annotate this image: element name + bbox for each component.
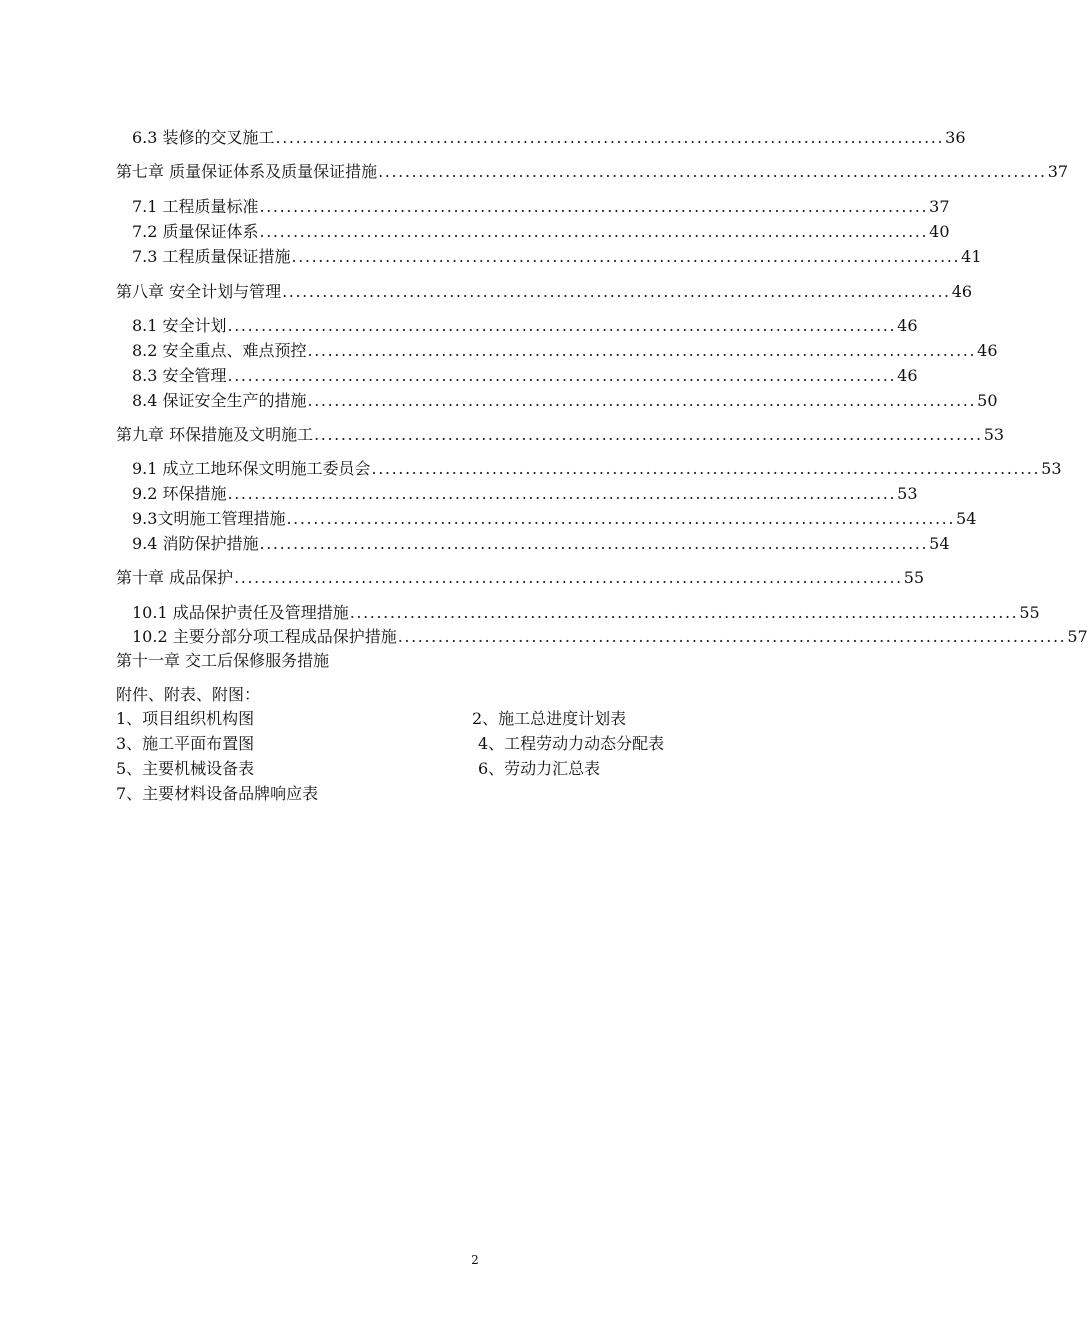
attachment-item: 1、项目组织机构图	[116, 709, 255, 728]
toc-entry-page: 54	[929, 534, 950, 553]
attachment-item: 6、劳动力汇总表	[478, 759, 601, 778]
toc-leader-dots: ....................................................................................................	[307, 391, 977, 410]
toc-entry[interactable]	[132, 509, 977, 529]
toc-entry-title: 8.4 保证安全生产的措施	[132, 391, 307, 410]
toc-leader-dots: ....................................................................................................	[371, 459, 1041, 478]
toc-entry[interactable]	[132, 603, 1040, 623]
toc-entry-title: 第八章 安全计划与管理	[116, 282, 282, 301]
toc-entry-title: 10.2 主要分部分项工程成品保护措施	[132, 627, 397, 646]
toc-entry[interactable]	[132, 247, 982, 267]
toc-entry-title: 第九章 环保措施及文明施工	[116, 425, 314, 444]
toc-entry-page: 57	[1067, 627, 1088, 646]
toc-chapter-entry[interactable]	[116, 162, 1069, 182]
toc-entry[interactable]	[132, 197, 950, 217]
toc-entry[interactable]	[132, 459, 1062, 479]
toc-entry-title: 8.2 安全重点、难点预控	[132, 341, 307, 360]
toc-entry-page: 46	[897, 366, 918, 385]
attachment-item: 3、施工平面布置图	[116, 734, 255, 753]
toc-entry[interactable]	[132, 341, 998, 361]
attachment-item: 7、主要材料设备品牌响应表	[116, 784, 319, 803]
toc-entry-title: 6.3 装修的交叉施工	[132, 128, 275, 147]
toc-entry-title: 8.3 安全管理	[132, 366, 227, 385]
attachment-item: 2、施工总进度计划表	[472, 709, 627, 728]
toc-entry-page: 50	[977, 391, 998, 410]
toc-entry-page: 41	[961, 247, 982, 266]
toc-entry-title: 9.1 成立工地环保文明施工委员会	[132, 459, 371, 478]
toc-entry-page: 53	[897, 484, 918, 503]
toc-leader-dots: ....................................................................................................	[291, 247, 961, 266]
toc-entry[interactable]	[132, 627, 1088, 647]
toc-entry[interactable]	[132, 222, 950, 242]
toc-entry[interactable]	[132, 391, 998, 411]
toc-entry[interactable]	[132, 484, 918, 504]
toc-entry-page: 55	[903, 568, 925, 587]
toc-entry-title: 第七章 质量保证体系及质量保证措施	[116, 162, 378, 181]
toc-chapter-11[interactable]: 第十一章 交工后保修服务措施	[116, 651, 330, 670]
toc-leader-dots: ....................................................................................................	[259, 222, 929, 241]
toc-entry[interactable]	[132, 366, 918, 386]
toc-entry-title: 10.1 成品保护责任及管理措施	[132, 603, 349, 622]
toc-entry-title: 7.1 工程质量标准	[132, 197, 259, 216]
toc-leader-dots: ....................................................................................................	[234, 568, 903, 587]
toc-entry[interactable]	[132, 128, 966, 148]
toc-leader-dots: ....................................................................................................	[378, 162, 1047, 181]
toc-entry-title: 9.3文明施工管理措施	[132, 509, 286, 528]
toc-entry-title: 9.4 消防保护措施	[132, 534, 259, 553]
toc-entry-page: 46	[951, 282, 973, 301]
toc-entry-title: 7.3 工程质量保证措施	[132, 247, 291, 266]
toc-entry-title: 7.2 质量保证体系	[132, 222, 259, 241]
toc-leader-dots: ....................................................................................................	[259, 534, 929, 553]
toc-leader-dots: ....................................................................................................	[282, 282, 951, 301]
page-number: 2	[471, 1253, 479, 1267]
toc-leader-dots: ....................................................................................................	[227, 366, 897, 385]
toc-leader-dots: ....................................................................................................	[286, 509, 956, 528]
toc-leader-dots: ....................................................................................................	[227, 316, 897, 335]
toc-chapter-entry[interactable]	[116, 282, 973, 302]
toc-entry-page: 40	[929, 222, 950, 241]
toc-leader-dots: ....................................................................................................	[349, 603, 1019, 622]
attachment-item: 5、主要机械设备表	[116, 759, 255, 778]
toc-entry-page: 37	[1047, 162, 1069, 181]
toc-entry-page: 54	[956, 509, 977, 528]
toc-entry-page: 55	[1019, 603, 1040, 622]
toc-entry-page: 46	[977, 341, 998, 360]
toc-leader-dots: ....................................................................................................	[397, 627, 1067, 646]
toc-entry[interactable]	[132, 316, 918, 336]
toc-entry-page: 37	[929, 197, 950, 216]
toc-chapter-entry[interactable]	[116, 425, 1005, 445]
toc-leader-dots: ....................................................................................................	[275, 128, 945, 147]
toc-entry-page: 46	[897, 316, 918, 335]
toc-entry-title: 9.2 环保措施	[132, 484, 227, 503]
toc-entry-title: 第十章 成品保护	[116, 568, 234, 587]
toc-entry-page: 36	[945, 128, 966, 147]
toc-entry[interactable]	[132, 534, 950, 554]
toc-leader-dots: ....................................................................................................	[227, 484, 897, 503]
toc-entry-page: 53	[1041, 459, 1062, 478]
toc-leader-dots: ....................................................................................................	[259, 197, 929, 216]
toc-entry-title: 8.1 安全计划	[132, 316, 227, 335]
toc-leader-dots: ....................................................................................................	[314, 425, 983, 444]
toc-chapter-entry[interactable]	[116, 568, 925, 588]
toc-leader-dots: ....................................................................................................	[307, 341, 977, 360]
attachment-item: 4、工程劳动力动态分配表	[478, 734, 665, 753]
toc-entry-page: 53	[983, 425, 1005, 444]
attachments-heading: 附件、附表、附图：	[116, 685, 261, 704]
